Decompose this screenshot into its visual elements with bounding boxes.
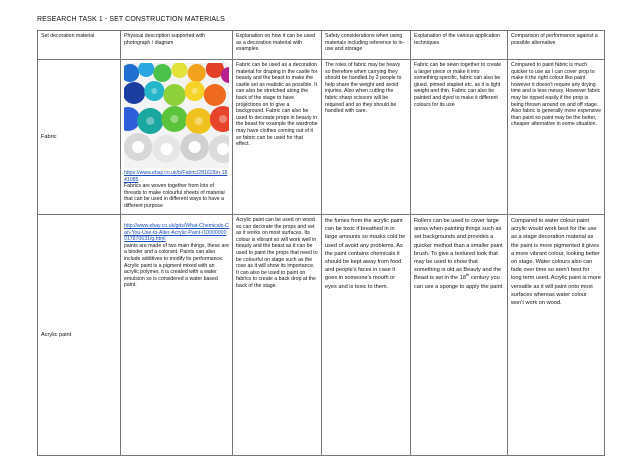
application-text: Rollers can be used to cover large areas when painting things such as set backgrounds and provides a quicker method than a smaller paint brush. To give a textured look that may be used to show that something is old as Beauty and the Beast is set in the 18 — [414, 218, 503, 282]
safety-cell: The roles of fabric may be heavy so therefore when carrying they should be handled by 2 people to help share the weight and avoid injuries. Also when cutting the fabric sharp scissors will be required and so they should be handled with care. — [322, 60, 411, 215]
comparison-cell: Compared to water colour paint acrylic would work best for the use as a stage decoration material as the paint is more pigmented it gives a more vibrant colour, looking better on stage. Water colours also can fade over time so aren't best for long term used. Acrylic paint is more versatile as it will paint onto most surfaces whereas water colour won't work on wood. — [508, 215, 605, 456]
fabric-description: Fabrics are woven together from lots of threads to make colourful sheets of material that can be used in different ways to have a different purpose — [124, 183, 225, 209]
ordinal-suffix: th — [465, 272, 470, 278]
material-name: Fabric — [38, 60, 121, 215]
usage-cell: Acrylic paint can be used on wood so can decorate the props and set as it works on most surfaces. Its colour is vibrant so will work well in beauty and the beast as it can be used to paint the props that need to be colourful on stage such as the rose as it will show its importance. It can also be used to paint on fabrics to create a back drop at the back of the stage. — [233, 215, 322, 456]
header-application: Explanation of the various application techniques — [411, 31, 508, 60]
header-comparison: Comparison of performance against a possible alternative — [508, 31, 605, 60]
safety-cell: the fumes from the acrylic paint can be toxic if breathed in in large amounts so masks cold be used of avoid any problems. As the paint contains chemicals it should be kept away from food and people's faces in case it goes in someone's mouth or eyes and is toxic to them. — [322, 215, 411, 456]
application-text-end: century you can use a sponge to apply the paint — [414, 275, 503, 290]
application-cell — [411, 215, 508, 456]
fabric-rolls-photo — [124, 63, 229, 168]
header-usage: Explanation on how it can be used as a decoration material with examples — [233, 31, 322, 60]
usage-cell: Fabric can be used as a decoration material for draping in the castle for beauty and the beast to make the castle set as realistic as possible. It can also be stretched along the back of the stage to have projections on to give a background. Fabric can also be used to decorate props in beauty in the beast for example the wardrobe may have clothes coming out of it so fabric can be used for that effect. — [233, 60, 322, 215]
acrylic-description: paints are made of two main things, these are a binder and a colorant. Paints can also include additives to modify its performance. Acrylic paint is a pigment mixed with an acrylic polymer, it is created with a water emulsion so is considered a water based paint. — [124, 242, 229, 289]
table-row — [38, 215, 605, 456]
application-cell: Fabric can be sewn together to create a larger piece or make it into something specific, fabric can also be glued, pinned stapled etc. as it is light weight and thin. Fabric can also be painted and dyed to make it different colours for its use — [411, 60, 508, 215]
materials-table — [37, 30, 605, 456]
acrylic-source-link[interactable]: http://www.ebay.co.uk/gds/What-Chemicals-Can-You-Use-to-Alter-Acrylic-Paint-/10000000017870631/g.html — [124, 223, 229, 243]
header-safety: Safety considerations when using materials including reference to in-use and storage — [322, 31, 411, 60]
fabric-source-link[interactable]: https://www.ebay.co.uk/b/Fabric/28162/bn-1841085 — [124, 170, 228, 183]
page-title: RESEARCH TASK 1 - SET CONSTRUCTION MATERIALS — [37, 16, 225, 23]
header-material: Set decoration material — [38, 31, 121, 60]
table-row — [38, 60, 605, 215]
comparison-cell: Compared to paint fabric is much quicker to use as I can cover prop to make it the right colour like paint however it doesn't require any drying time and is less messy. However fabric may be ripped easily if the prop is being thrown around on and off stage. Also fabric is generally more expensive than paint so paint may be the better, cheaper alternative in some situation. — [508, 60, 605, 215]
header-row — [38, 31, 605, 60]
description-cell — [121, 215, 233, 456]
description-cell — [121, 60, 233, 215]
material-name: Acrylic paint — [38, 215, 121, 456]
header-description: Physical description supported with photograph / diagram — [121, 31, 233, 60]
